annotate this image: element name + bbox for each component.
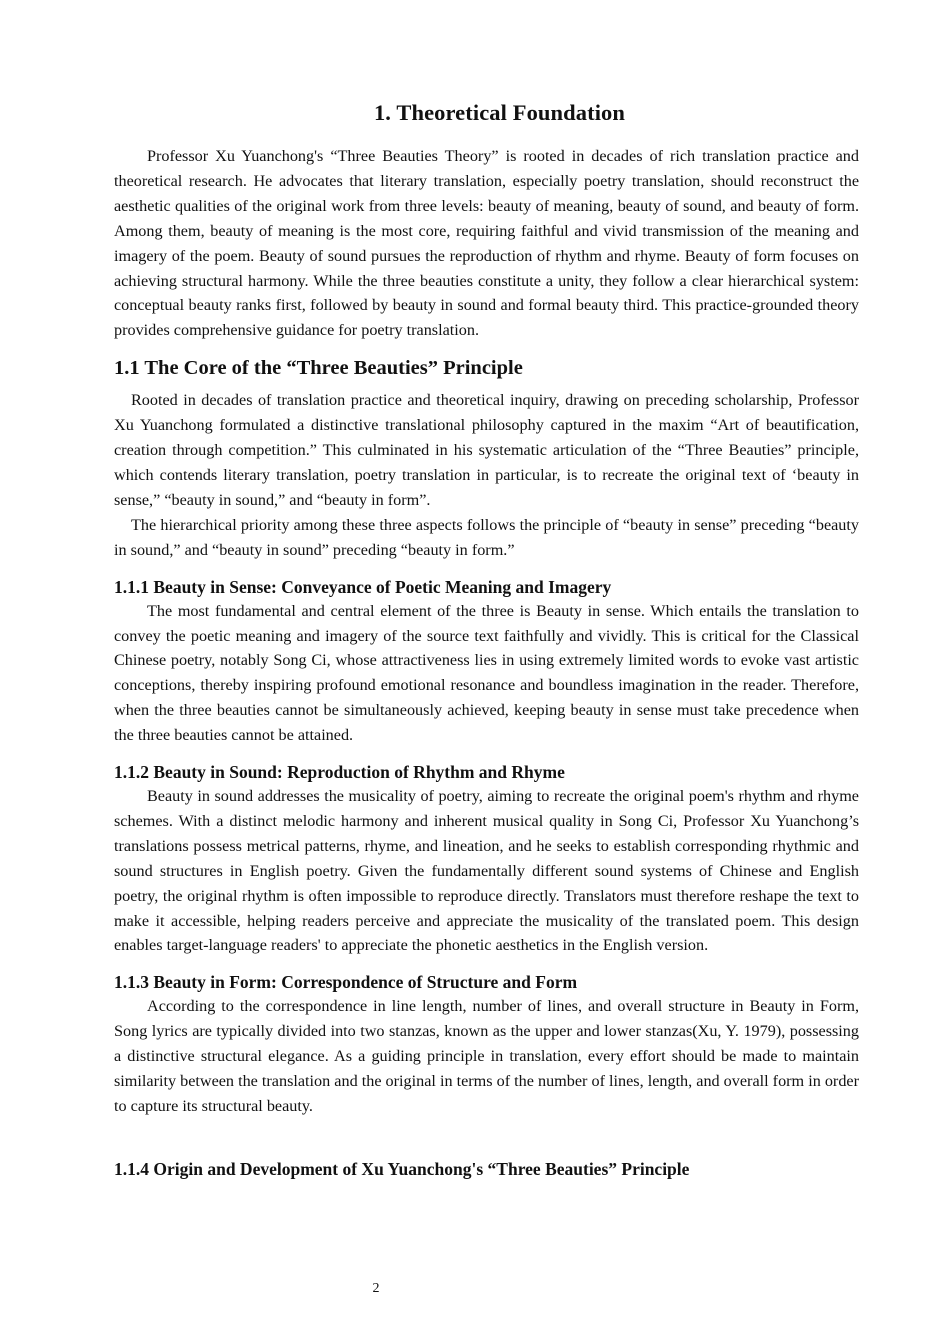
heading-1-1-1: 1.1.1 Beauty in Sense: Conveyance of Poetic Meaning and Imagery [114,576,612,597]
paragraph-1-1-1: The most fundamental and central element of the three is Beauty in sense. Which entails the translation to convey the poetic meaning and imagery of the source text faithfully and vividly. This is critical for the Classical Chinese poetry, notably Song Ci, whose attractiveness lies in using extremely limited words to evoke vast artistic conceptions, thereby inspiring profound emotional resonance and boundless imagination in the reader. Therefore, when the three beauties cannot be simultaneously achieved, keeping beauty in sense must take precedence when the three beauties cannot be attained. [114,601,859,745]
intro-paragraph: Professor Xu Yuanchong's “Three Beauties Theory” is rooted in decades of rich translation practice and theoretical research. He advocates that literary translation, especially poetry translation, should reconstruct the aesthetic qualities of the original work from three levels: beauty of meaning, beauty of sound, and beauty of form. Among them, beauty of meaning is the most core, requiring faithful and vivid transmission of the meaning and imagery of the poem. Beauty of sound pursues the reproduction of rhythm and rhyme. Beauty of form focuses on achieving structural harmony. While the three beauties constitute a unity, they follow a clear hierarchical system: conceptual beauty ranks first, followed by beauty in sound and formal beauty third. This practice-grounded theory provides comprehensive guidance for poetry translation. [114,147,859,340]
spacer [114,1119,859,1145]
heading-1-1-2: 1.1.2 Beauty in Sound: Reproduction of Rhythm and Rhyme [114,762,565,783]
heading-1-1-4: 1.1.4 Origin and Development of Xu Yuanchong's “Three Beauties” Principle [114,1158,690,1179]
page-content [114,100,859,1181]
page-number: 2 [372,1281,380,1296]
section-title: 1. Theoretical Foundation [373,100,626,125]
paragraph-1-1-3: According to the correspondence in line length, number of lines, and overall structure in Beauty in Form, Song lyrics are typically divided into two stanzas, known as the upper and lower stanzas(Xu, Y. 1979), possessing a distinctive structural elegance. As a guiding principle in translation, every effort should be made to maintain similarity between the translation and the original in terms of the number of lines, length, and overall form in order to capture its structural beauty. [114,997,859,1115]
paragraph-1-1-2: Beauty in sound addresses the musicality of poetry, aiming to recreate the original poem's rhythm and rhyme schemes. With a distinct melodic harmony and inherent musical quality in Song Ci, Professor Xu Yuanchong’s translations possess metrical patterns, rhyme, and lineation, and he seeks to establish corresponding rhythmic and sound structures in English poetry. Given the fundamentally different sound systems of Chinese and English poetry, the original rhythm is often impossible to reproduce directly. Translators must therefore reshape the text to make it accessible, helping readers perceive and appreciate the musicality of the translated poem. This design enables target-language readers' to appreciate the phonetic aesthetics in the English version. [114,787,859,955]
paragraph-1-1-a: Rooted in decades of translation practice and theoretical inquiry, drawing on preceding scholarship, Professor Xu Yuanchong formulated a distinctive translational philosophy captured in the maxim “Art of beautification, creation through competition.” This culminated in his systematic articulation of the “Three Beauties” principle, which contends literary translation, poetry translation in particular, is to recreate the original text of ‘beauty in sense,” “beauty in sound,” and “beauty in form”. [114,391,859,509]
paragraph-1-1-b: The hierarchical priority among these three aspects follows the principle of “beauty in sense” preceding “beauty in sound,” and “beauty in sound” preceding “beauty in form.” [114,515,859,559]
heading-1-1-3: 1.1.3 Beauty in Form: Correspondence of Structure and Form [114,972,578,993]
heading-1-1: 1.1 The Core of the “Three Beauties” Principle [114,357,523,380]
